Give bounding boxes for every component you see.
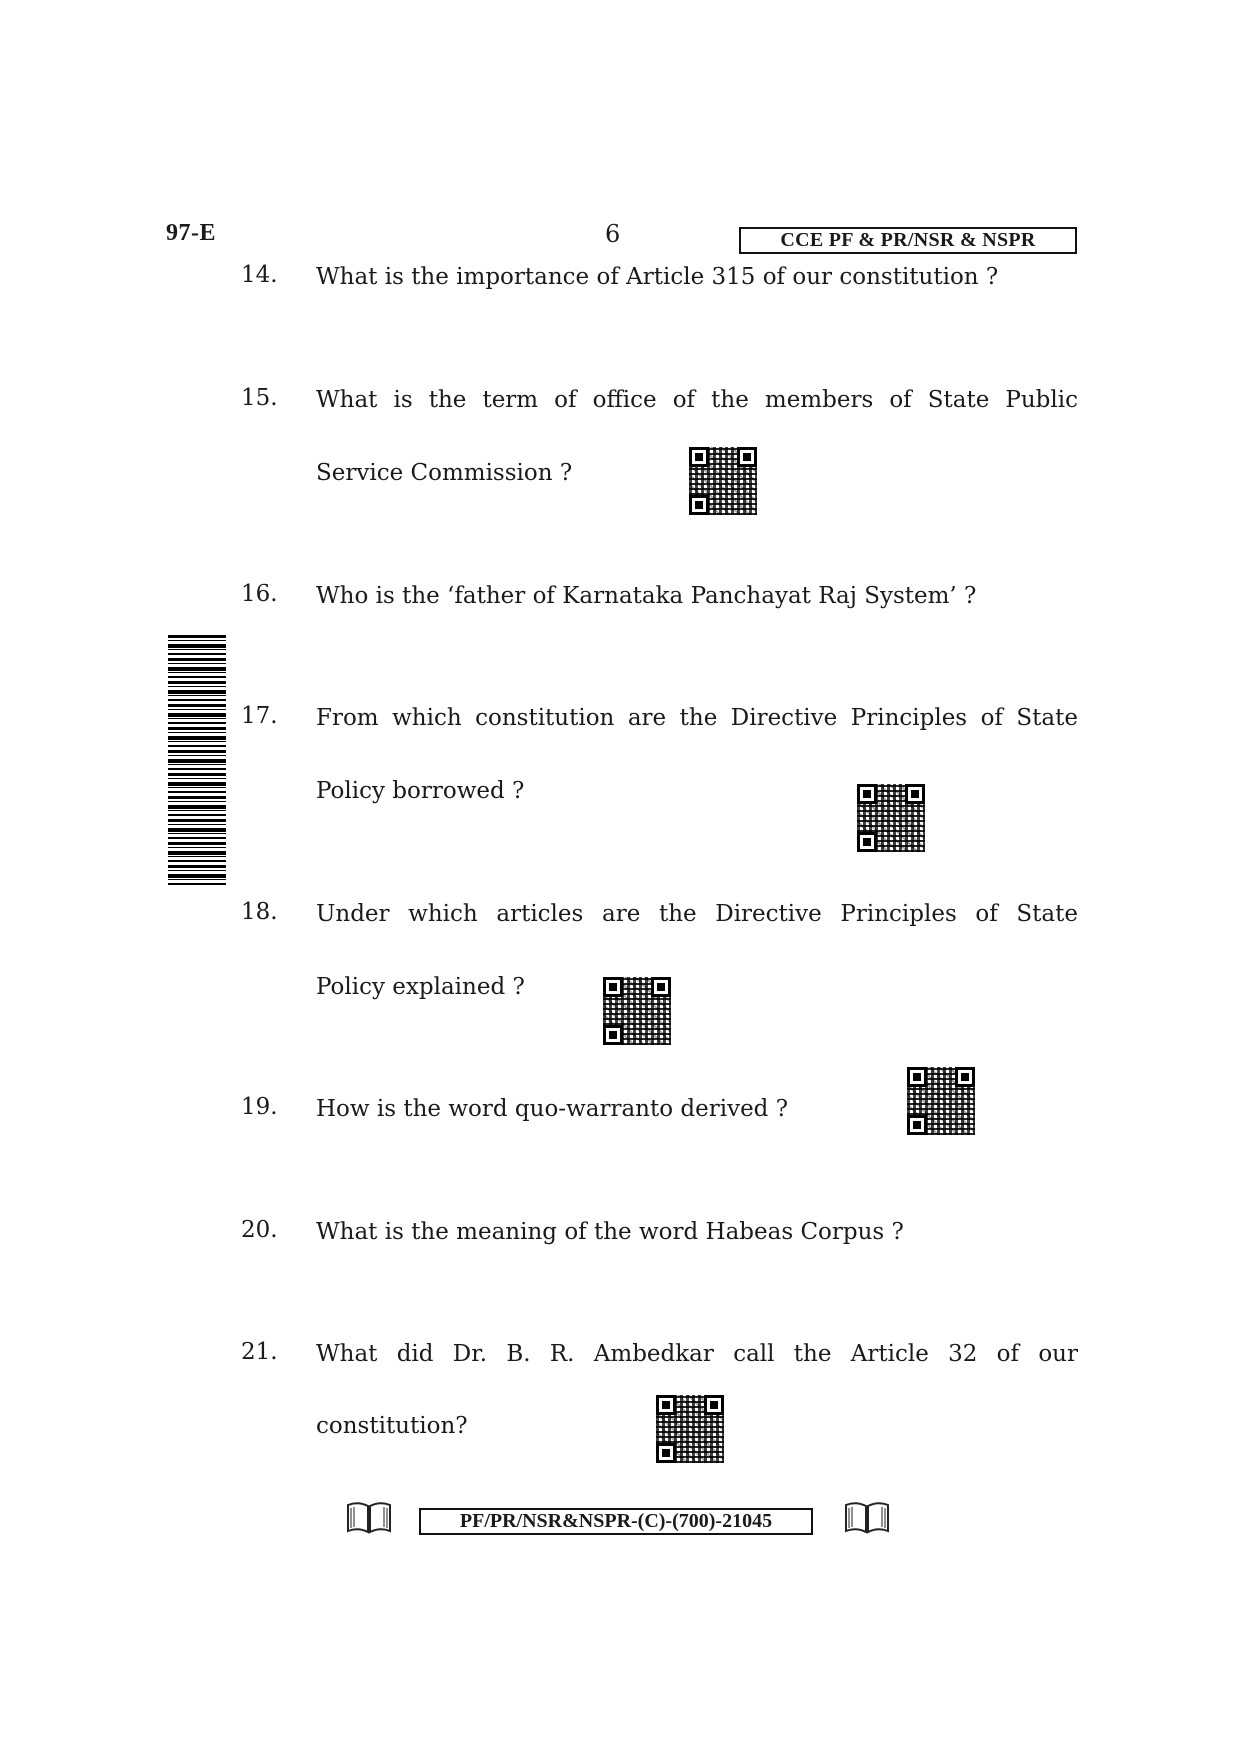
qr-code-icon xyxy=(603,977,671,1045)
question-text: What did Dr. B. R. Ambedkar call the Article 32 of our xyxy=(316,1341,1078,1367)
question-text-continued: constitution? xyxy=(316,1413,468,1439)
page-number: 6 xyxy=(605,220,621,248)
qr-code-icon xyxy=(656,1395,724,1463)
question-number: 17. xyxy=(241,703,278,729)
question-text: From which constitution are the Directive Principles of State xyxy=(316,705,1078,731)
question-text: Who is the ‘father of Karnataka Panchayat Raj System’ ? xyxy=(316,583,977,609)
question-number: 14. xyxy=(241,262,278,288)
footer-paper-code: PF/PR/NSR&NSPR-(C)-(700)-21045 xyxy=(419,1508,813,1535)
question-text-continued: Policy explained ? xyxy=(316,974,525,1000)
question-number: 21. xyxy=(241,1339,278,1365)
question-text-continued: Policy borrowed ? xyxy=(316,778,525,804)
question-text: What is the meaning of the word Habeas Corpus ? xyxy=(316,1219,904,1245)
question-number: 16. xyxy=(241,581,278,607)
paper-code: 97-E xyxy=(166,220,216,246)
open-book-icon xyxy=(844,1499,890,1535)
barcode-icon xyxy=(168,635,226,887)
question-text: What is the importance of Article 315 of our constitution ? xyxy=(316,264,999,290)
question-number: 19. xyxy=(241,1094,278,1120)
question-number: 18. xyxy=(241,899,278,925)
question-text: Under which articles are the Directive Principles of State xyxy=(316,901,1078,927)
question-text-continued: Service Commission ? xyxy=(316,460,573,486)
question-number: 15. xyxy=(241,385,278,411)
exam-label: CCE PF & PR/NSR & NSPR xyxy=(739,227,1077,254)
open-book-icon xyxy=(346,1499,392,1535)
qr-code-icon xyxy=(907,1067,975,1135)
qr-code-icon xyxy=(857,784,925,852)
question-number: 20. xyxy=(241,1217,278,1243)
question-text: How is the word quo-warranto derived ? xyxy=(316,1096,789,1122)
qr-code-icon xyxy=(689,447,757,515)
question-text: What is the term of office of the members of State Public xyxy=(316,387,1078,413)
